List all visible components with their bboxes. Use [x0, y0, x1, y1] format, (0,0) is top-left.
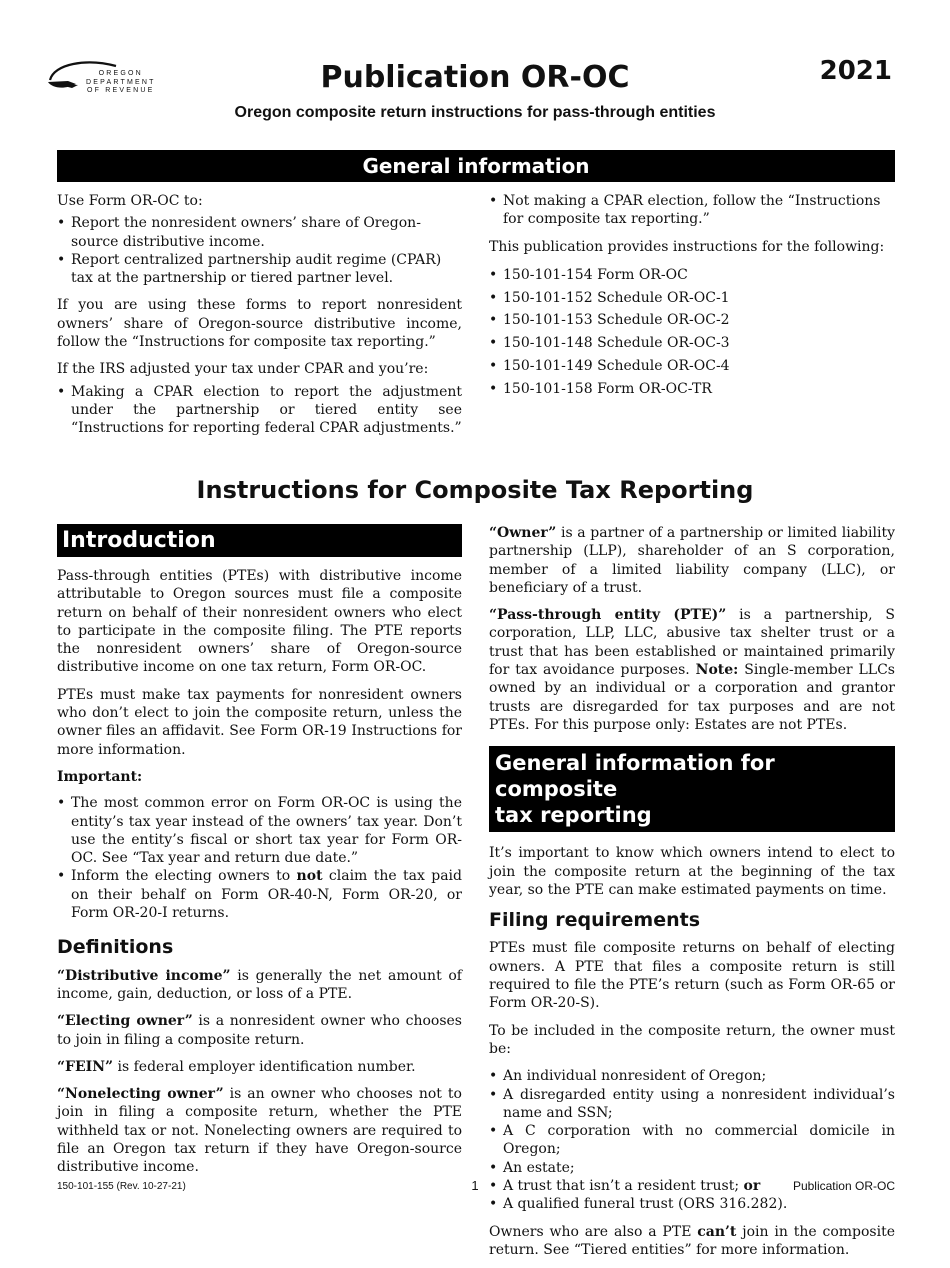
general-info-left-column — [57, 192, 462, 447]
list-item: • An estate; — [489, 1159, 895, 1177]
logo-line-2: DEPARTMENT — [86, 78, 156, 86]
definition-item — [57, 1085, 462, 1176]
nonresident-paragraph: If you are using these forms to report nonresident owners’ share of Oregon-source distributive income, follow the “Instructions for composite tax reporting.” — [57, 297, 462, 351]
important-list — [57, 794, 462, 922]
note-label: Note: — [695, 662, 739, 679]
logo-line-3: OF REVENUE — [87, 87, 155, 94]
list-item: • 150-101-152 Schedule OR-OC-1 — [489, 287, 895, 310]
definition-term: “Nonelecting owner” — [57, 1086, 224, 1103]
right-column — [489, 524, 895, 1268]
list-item: • 150-101-154 Form OR-OC — [489, 264, 895, 287]
definition-text: is a partnership, S corporation, LLP, LLC, abusive tax shelter trust or a trust that has been established or maintained primarily for tax avoidance purposes. — [489, 607, 895, 679]
important-label — [57, 768, 462, 786]
page-subtitle: Oregon composite return instructions for pass-through entities — [234, 104, 716, 121]
definitions-heading: Definitions — [57, 936, 174, 959]
list-item — [57, 867, 462, 922]
important-label-text: Important: — [57, 768, 143, 785]
general-info-right-column — [489, 192, 895, 410]
req-text: A trust that isn’t a resident trust; — [503, 1178, 744, 1195]
list-item: • 150-101-153 Schedule OR-OC-2 — [489, 309, 895, 332]
list-item: • A disregarded entity using a nonresident individual’s name and SSN; — [489, 1086, 895, 1123]
p3-bold: can’t — [697, 1223, 737, 1240]
definition-item-pte — [489, 606, 895, 734]
composite-info-heading-line-2: tax reporting — [495, 803, 652, 828]
list-item: • 150-101-148 Schedule OR-OC-3 — [489, 332, 895, 355]
definition-text: is a nonresident owner who chooses to join in filing a composite return. — [57, 1013, 462, 1048]
left-column — [57, 524, 462, 1186]
definition-term: “Distributive income” — [57, 967, 231, 984]
p3-pre: Owners who are also a PTE — [489, 1223, 698, 1240]
section-title: Instructions for Composite Tax Reporting — [196, 476, 754, 504]
intro-paragraph-2: PTEs must make tax payments for nonresident owners who don’t elect to join the composite return, unless the owner files an affidavit. See Form OR-19 Instructions for more information. — [57, 686, 462, 758]
general-information-heading — [57, 150, 895, 182]
introduction-heading-text: Introduction — [62, 528, 216, 553]
p3-post: join in the composite return. See “Tiered entities” for more information. — [489, 1223, 895, 1258]
list-item: • The most common error on Form OR-OC is using the entity’s tax year instead of the owners’ tax year. Don’t use the entity’s fiscal or short tax year for Form OR-OC. See “Tax year and return due date.” — [57, 794, 462, 867]
general-information-heading-text: General information — [362, 154, 590, 178]
list-item: • An individual nonresident of Oregon; — [489, 1067, 895, 1085]
filing-paragraph-2: To be included in the composite return, the owner must be: — [489, 1022, 895, 1057]
definition-text: is an owner who chooses not to join in filing a composite return, whether the PTE withheld tax or not. Nonelecting owners are required to file an Oregon tax return if they have Oregon-source distributive income. — [57, 1086, 462, 1176]
definition-item — [57, 1012, 462, 1049]
forms-list — [489, 264, 895, 401]
definition-item — [489, 524, 895, 597]
list-item: • Report the nonresident owners’ share of Oregon-source distributive income. — [57, 214, 462, 251]
definition-term: “Pass-through entity (PTE)” — [489, 607, 727, 624]
note-text: Single-member LLCs owned by an individual or a corporation and grantor trusts are disregarded for tax purposes and are not PTEs. For this purpose only: Estates are not PTEs. — [489, 662, 895, 733]
list-item: • Not making a CPAR election, follow the “Instructions for composite tax reporting.” — [489, 192, 895, 229]
filing-paragraph-3 — [489, 1223, 895, 1260]
definition-item — [57, 1058, 462, 1076]
footer-publication: Publication OR-OC — [792, 1179, 895, 1193]
composite-info-heading — [489, 746, 895, 832]
irs-adjusted-paragraph: If the IRS adjusted your tax under CPAR and you’re: — [57, 361, 429, 378]
list-item: • Making a CPAR election to report the adjustment under the partnership or tiered entity see “Instructions for reporting federal CPAR adjustments.” — [57, 383, 462, 438]
req-or: or — [743, 1178, 761, 1195]
logo-line-1: OREGON — [98, 70, 143, 77]
list-item: • A C corporation with no commercial domicile in Oregon; — [489, 1122, 895, 1159]
introduction-heading — [57, 524, 462, 557]
definition-term: “Electing owner” — [57, 1013, 193, 1030]
definition-text: is a partner of a partnership or limited liability partnership (LLP), shareholder of an S corporation, member of a limited liability company (LLC), or beneficiary of a trust. — [489, 525, 895, 596]
cpar-list-right — [489, 192, 895, 229]
provides-paragraph: This publication provides instructions for the following: — [489, 238, 885, 255]
filing-requirements-heading: Filing requirements — [489, 909, 701, 932]
composite-info-paragraph: It’s important to know which owners intend to elect to join the composite return at the beginning of the tax year, so the PTE can make estimated payments on time. — [489, 845, 895, 898]
imp2-pre: Inform the electing owners to — [71, 868, 297, 885]
definition-term: “FEIN” — [57, 1058, 114, 1075]
list-item: • A qualified funeral trust (ORS 316.282). — [489, 1195, 895, 1213]
list-item: • Report centralized partnership audit regime (CPAR) tax at the partnership or tiered partner level. — [57, 251, 462, 288]
filing-paragraph-1: PTEs must file composite returns on behalf of electing owners. A PTE that files a composite return is still required to file the PTE’s return (such as Form OR-65 or Form OR-20-S). — [489, 940, 895, 1012]
footer-page-number: 1 — [471, 1178, 479, 1193]
list-item: • 150-101-149 Schedule OR-OC-4 — [489, 355, 895, 378]
page-title: Publication OR-OC — [320, 60, 630, 95]
list-item: • 150-101-158 Form OR-OC-TR — [489, 378, 895, 401]
imp2-bold: not — [296, 868, 323, 885]
definition-term: “Owner” — [489, 525, 557, 541]
definition-text: is federal employer identification number. — [113, 1058, 416, 1075]
publication-year: 2021 — [819, 56, 892, 86]
definition-item — [57, 967, 462, 1004]
footer-form-number: 150-101-155 (Rev. 10-27-21) — [57, 1181, 186, 1192]
composite-info-heading-line-1: General information for composite — [495, 751, 775, 802]
definition-text: is generally the net amount of income, gain, deduction, or loss of a PTE. — [57, 967, 462, 1002]
intro-paragraph-1: Pass-through entities (PTEs) with distributive income attributable to Oregon sources must file a composite return on behalf of their nonresident owners who elect to participate in the composite filing. The PTE reports the nonresident owners’ share of Oregon-source distributive income on one tax return, Form OR-OC. — [57, 568, 462, 676]
form-uses-list — [57, 214, 462, 287]
use-form-intro: Use Form OR-OC to: — [57, 193, 203, 209]
cpar-list-left — [57, 383, 462, 438]
imp2-post: claim the tax paid on their behalf on Form OR-40-N, Form OR-20, or Form OR-20-I returns. — [71, 868, 462, 922]
